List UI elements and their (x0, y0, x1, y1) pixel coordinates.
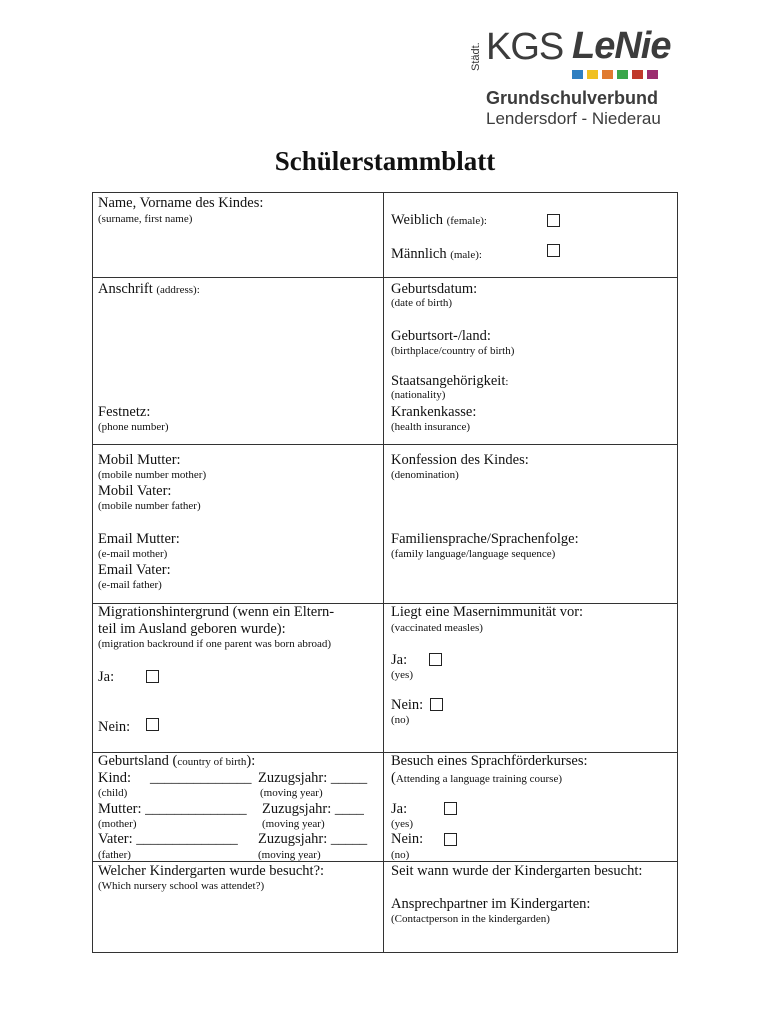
denomination-sub-label: (denomination) (391, 469, 459, 481)
logo-color-square (587, 70, 598, 79)
measles-yes-checkbox[interactable] (429, 653, 442, 666)
female-checkbox[interactable] (547, 214, 560, 227)
birthplace-label: Geburtsort-/land: (391, 328, 491, 344)
child-moving-year-sub: (moving year) (260, 787, 323, 799)
kindergarten-label: Welcher Kindergarten wurde besucht?: (98, 863, 325, 879)
mother-country-label: Mutter: ______________ (98, 801, 247, 817)
measles-sub-label: (vaccinated measles) (391, 622, 483, 634)
migration-sub-label: (migration backround if one parent was born abroad) (98, 638, 332, 650)
family-language-sub-label: (family language/language sequence) (391, 548, 556, 560)
dob-sub-label: (date of birth) (391, 297, 453, 309)
birthplace-sub-label: (birthplace/country of birth) (391, 345, 515, 357)
measles-yes-label: Ja: (391, 652, 408, 668)
male-label: Männlich (male): (391, 246, 482, 262)
email-father-sub-label: (e-mail father) (98, 579, 162, 591)
kindergarten-sub-label: (Which nursery school was attendet?) (98, 880, 265, 892)
email-mother-label: Email Mutter: (98, 531, 180, 547)
migration-no-checkbox[interactable] (146, 718, 159, 731)
logo-color-square (632, 70, 643, 79)
father-moving-year: Zuzugsjahr: _____ (258, 831, 368, 847)
child-sub-label: (child) (98, 787, 128, 799)
logo-stadt-text: Städt. (470, 42, 482, 71)
course-no-sub-label: (no) (391, 849, 410, 861)
denomination-label: Konfession des Kindes: (391, 452, 529, 468)
logo-lenie-text: LeNie (572, 25, 671, 67)
child-moving-year: Zuzugsjahr: _____ (258, 770, 368, 786)
insurance-label: Krankenkasse: (391, 404, 477, 420)
mobile-mother-label: Mobil Mutter: (98, 452, 181, 468)
father-moving-year-sub: (moving year) (258, 849, 321, 861)
nationality-sub-label: (nationality) (391, 389, 446, 401)
course-yes-sub-label: (yes) (391, 818, 413, 830)
migration-label-line2: teil im Ausland geboren wurde): (98, 621, 286, 637)
child-label: Kind: (98, 770, 132, 786)
kindergarten-contact-sub-label: (Contactperson in the kindergarden) (391, 913, 550, 925)
insurance-sub-label: (health insurance) (391, 421, 471, 433)
email-father-label: Email Vater: (98, 562, 171, 578)
kindergarten-since-label: Seit wann wurde der Kindergarten besucht: (391, 863, 643, 879)
dob-label: Geburtsdatum: (391, 281, 478, 297)
course-no-checkbox[interactable] (444, 833, 457, 846)
course-yes-label: Ja: (391, 801, 408, 817)
male-checkbox[interactable] (547, 244, 560, 257)
logo-color-square (647, 70, 658, 79)
migration-yes-checkbox[interactable] (146, 670, 159, 683)
measles-label: Liegt eine Masernimmunität vor: (391, 604, 584, 620)
measles-yes-sub-label: (yes) (391, 669, 413, 681)
name-sub-label: (surname, first name) (98, 213, 193, 225)
logo-color-square (572, 70, 583, 79)
migration-yes-label: Ja: (98, 669, 115, 685)
logo-color-squares (572, 70, 658, 79)
father-sub-label: (father) (98, 849, 131, 861)
logo-kgs-text: KGS (486, 26, 564, 68)
language-course-sub-label: (Attending a language training course) (391, 770, 563, 786)
row-divider (92, 444, 678, 445)
birth-country-label: Geburtsland (country of birth): (98, 753, 256, 769)
row-divider (92, 861, 678, 862)
phone-label: Festnetz: (98, 404, 151, 420)
language-course-label: Besuch eines Sprachförderkurses: (391, 753, 588, 769)
logo-color-square (617, 70, 628, 79)
email-mother-sub-label: (e-mail mother) (98, 548, 168, 560)
mobile-father-sub-label: (mobile number father) (98, 500, 201, 512)
logo-school-location: Lendersdorf - Niederau (486, 109, 661, 128)
logo-school-name: Grundschulverbund (486, 88, 659, 108)
father-country-label: Vater: ______________ (98, 831, 238, 847)
mother-moving-year: Zuzugsjahr: ____ (262, 801, 364, 817)
mobile-father-label: Mobil Vater: (98, 483, 172, 499)
nationality-label: Staatsangehörigkeit: (391, 373, 509, 389)
measles-no-sub-label: (no) (391, 714, 410, 726)
mother-moving-year-sub: (moving year) (262, 818, 325, 830)
name-label: Name, Vorname des Kindes: (98, 195, 264, 211)
page-title: Schülerstammblatt (274, 146, 496, 176)
mobile-mother-sub-label: (mobile number mother) (98, 469, 207, 481)
migration-label: Migrationshintergrund (wenn ein Eltern- (98, 604, 335, 620)
measles-no-label: Nein: (391, 697, 424, 713)
logo-color-square (602, 70, 613, 79)
family-language-label: Familiensprache/Sprachenfolge: (391, 531, 579, 547)
phone-sub-label: (phone number) (98, 421, 169, 433)
female-label: Weiblich (female): (391, 212, 487, 228)
mother-sub-label: (mother) (98, 818, 137, 830)
child-country-line: ______________ (150, 770, 252, 786)
kindergarten-contact-label: Ansprechpartner im Kindergarten: (391, 896, 591, 912)
measles-no-checkbox[interactable] (430, 698, 443, 711)
course-yes-checkbox[interactable] (444, 802, 457, 815)
row-divider (92, 277, 678, 278)
address-label: Anschrift (address): (98, 281, 200, 297)
course-no-label: Nein: (391, 831, 424, 847)
migration-no-label: Nein: (98, 719, 131, 735)
column-divider (383, 192, 384, 953)
